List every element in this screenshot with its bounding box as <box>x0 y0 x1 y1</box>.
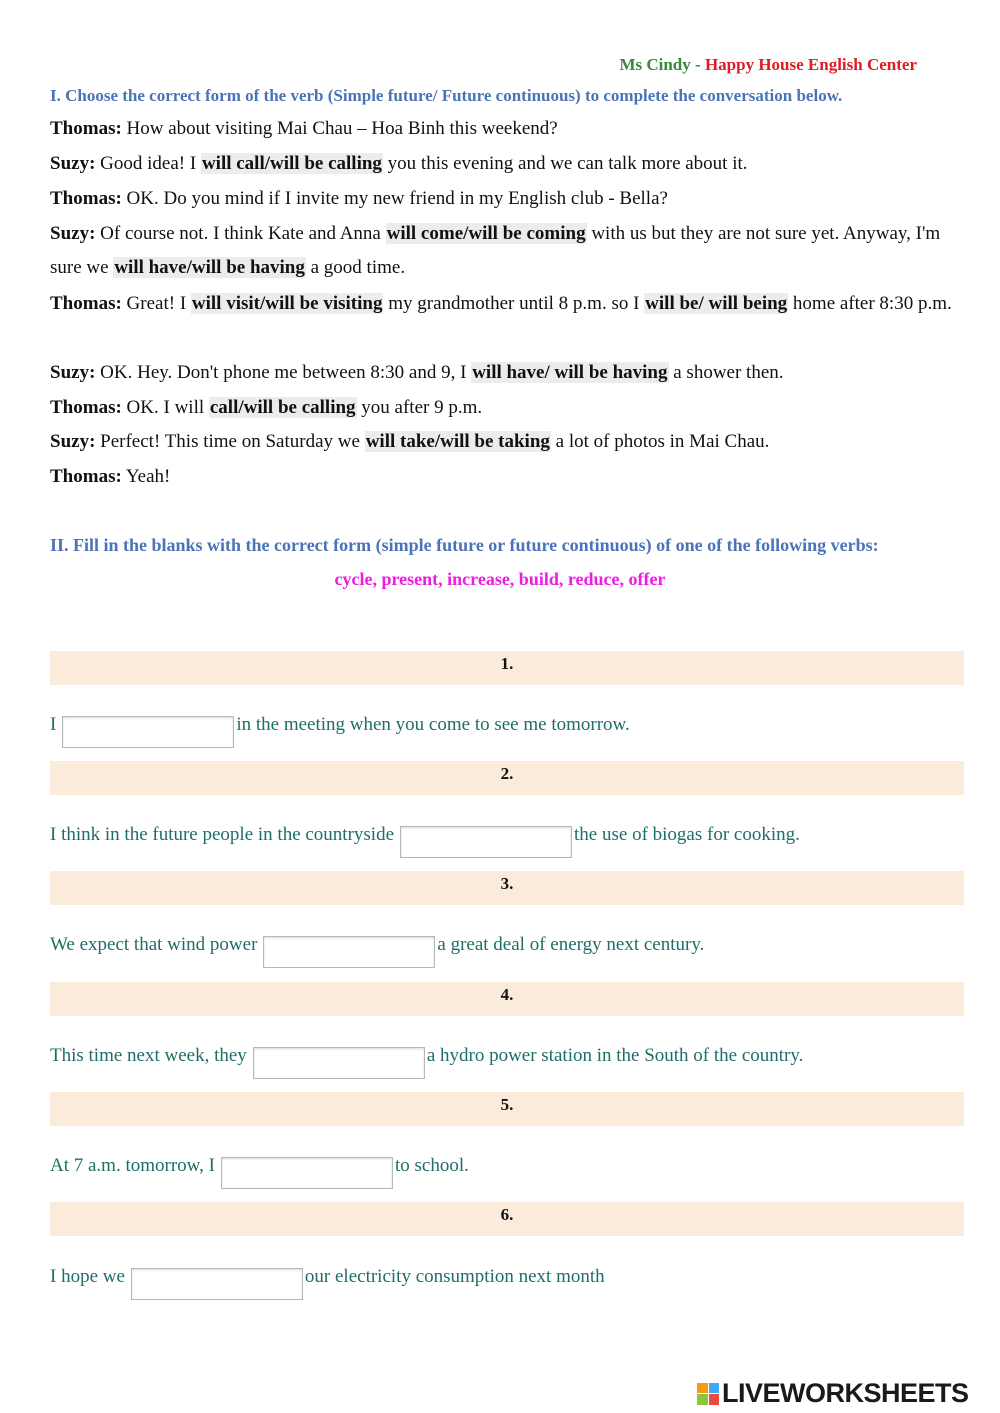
question-number-bar <box>50 761 964 795</box>
conversation-line <box>50 460 970 494</box>
question-number-bar <box>50 982 964 1016</box>
speaker: Suzy: <box>50 362 96 383</box>
speaker: Thomas: <box>50 188 122 209</box>
line-text: Good idea! I <box>95 153 201 174</box>
liveworksheets-logo-icon <box>697 1383 719 1405</box>
sentence-start: At 7 a.m. tomorrow, I <box>50 1155 215 1176</box>
sentence-end: our electricity consumption next month <box>304 1266 605 1287</box>
line-text: you this evening and we can talk more about it. <box>382 153 748 174</box>
question-sentence <box>50 1155 469 1189</box>
conversation-line <box>50 147 970 181</box>
credit-separator: - <box>690 55 705 74</box>
conversation-line <box>50 391 970 425</box>
verb-choice[interactable]: will take/will be taking <box>365 431 550 452</box>
answer-input[interactable] <box>131 1268 303 1300</box>
logo-square <box>709 1383 720 1394</box>
speaker: Suzy: <box>50 153 96 174</box>
sentence-end: the use of biogas for cooking. <box>574 824 800 845</box>
question-number: 1. <box>500 654 514 673</box>
verb-choice[interactable]: will be/ will being <box>645 293 788 314</box>
question-number: 6. <box>500 1205 514 1224</box>
question-number: 3. <box>500 874 514 893</box>
conversation-line <box>50 112 970 146</box>
speaker: Suzy: <box>50 223 96 244</box>
part1-title: I. Choose the correct form of the verb (Simple future/ Future continuous) to complete the conversation below. <box>50 86 843 105</box>
question-number-bar <box>50 651 964 685</box>
question-sentence <box>50 1045 803 1079</box>
sentence-start: I hope we <box>50 1266 125 1287</box>
logo-square <box>709 1394 720 1405</box>
line-text: a shower then. <box>668 362 784 383</box>
sentence-end: to school. <box>395 1155 469 1176</box>
sentence-end: a hydro power station in the South of the country. <box>426 1045 804 1066</box>
line-text: you after 9 p.m. <box>356 397 483 418</box>
line-text: Yeah! <box>121 466 171 487</box>
sentence-end: a great deal of energy next century. <box>437 934 705 955</box>
line-text: home after 8:30 p.m. <box>788 293 952 314</box>
logo-square <box>697 1383 708 1394</box>
question-number: 5. <box>500 1095 514 1114</box>
line-text: my grandmother until 8 p.m. so I <box>383 293 645 314</box>
line-text: with us but they are not sure yet. Anyway, I'm sure we <box>50 223 941 278</box>
verb-choice[interactable]: call/will be calling <box>209 397 356 418</box>
verb-choice[interactable]: will call/will be calling <box>201 153 382 174</box>
header-credit <box>619 55 917 75</box>
sentence-start: This time next week, they <box>50 1045 247 1066</box>
verb-choice[interactable]: will have/ will be having <box>472 362 668 383</box>
answer-input[interactable] <box>62 716 234 748</box>
question-sentence <box>50 714 630 748</box>
question-number-bar <box>50 871 964 905</box>
line-text: a good time. <box>305 257 406 278</box>
question-number-bar <box>50 1202 964 1236</box>
line-text: How about visiting Mai Chau – Hoa Binh this weekend? <box>121 118 558 139</box>
line-text: OK. I will <box>121 397 209 418</box>
line-text: Great! I <box>121 293 191 314</box>
speaker: Thomas: <box>50 118 122 139</box>
conversation-line <box>50 182 970 216</box>
line-text: OK. Do you mind if I invite my new friend in my English club - Bella? <box>121 188 668 209</box>
answer-input[interactable] <box>221 1157 393 1189</box>
verb-list: cycle, present, increase, build, reduce, offer <box>334 569 666 589</box>
author-name: Ms Cindy <box>619 55 691 74</box>
sentence-start: I think in the future people in the countryside <box>50 824 395 845</box>
conversation-line <box>50 287 970 321</box>
answer-input[interactable] <box>400 826 572 858</box>
speaker: Thomas: <box>50 293 122 314</box>
answer-input[interactable] <box>253 1047 425 1079</box>
sentence-end: in the meeting when you come to see me tomorrow. <box>236 714 630 735</box>
liveworksheets-logo[interactable] <box>697 1378 969 1409</box>
center-name: Happy House English Center <box>704 55 917 74</box>
verb-choice[interactable]: will have/will be having <box>114 257 305 278</box>
conversation-line <box>50 356 970 390</box>
conversation-line <box>50 217 970 285</box>
part2-title: II. Fill in the blanks with the correct form (simple future or future continuous) of one of the following verbs: <box>50 535 879 555</box>
verb-choice[interactable]: will visit/will be visiting <box>191 293 383 314</box>
speaker: Thomas: <box>50 466 122 487</box>
verb-choice[interactable]: will come/will be coming <box>386 223 586 244</box>
question-sentence <box>50 934 704 968</box>
question-sentence <box>50 1266 605 1300</box>
question-number-bar <box>50 1092 964 1126</box>
conversation-line <box>50 425 970 459</box>
sentence-start: I <box>50 714 57 735</box>
logo-text: LIVEWORKSHEETS <box>722 1378 969 1408</box>
line-text: Perfect! This time on Saturday we <box>95 431 365 452</box>
line-text: Of course not. I think Kate and Anna <box>95 223 386 244</box>
line-text: a lot of photos in Mai Chau. <box>550 431 770 452</box>
sentence-start: We expect that wind power <box>50 934 258 955</box>
answer-input[interactable] <box>263 936 435 968</box>
line-text: OK. Hey. Don't phone me between 8:30 and 9, I <box>95 362 472 383</box>
question-sentence <box>50 824 800 858</box>
question-number: 2. <box>500 764 514 783</box>
speaker: Thomas: <box>50 397 122 418</box>
logo-square <box>697 1394 708 1405</box>
question-number: 4. <box>500 985 514 1004</box>
speaker: Suzy: <box>50 431 96 452</box>
